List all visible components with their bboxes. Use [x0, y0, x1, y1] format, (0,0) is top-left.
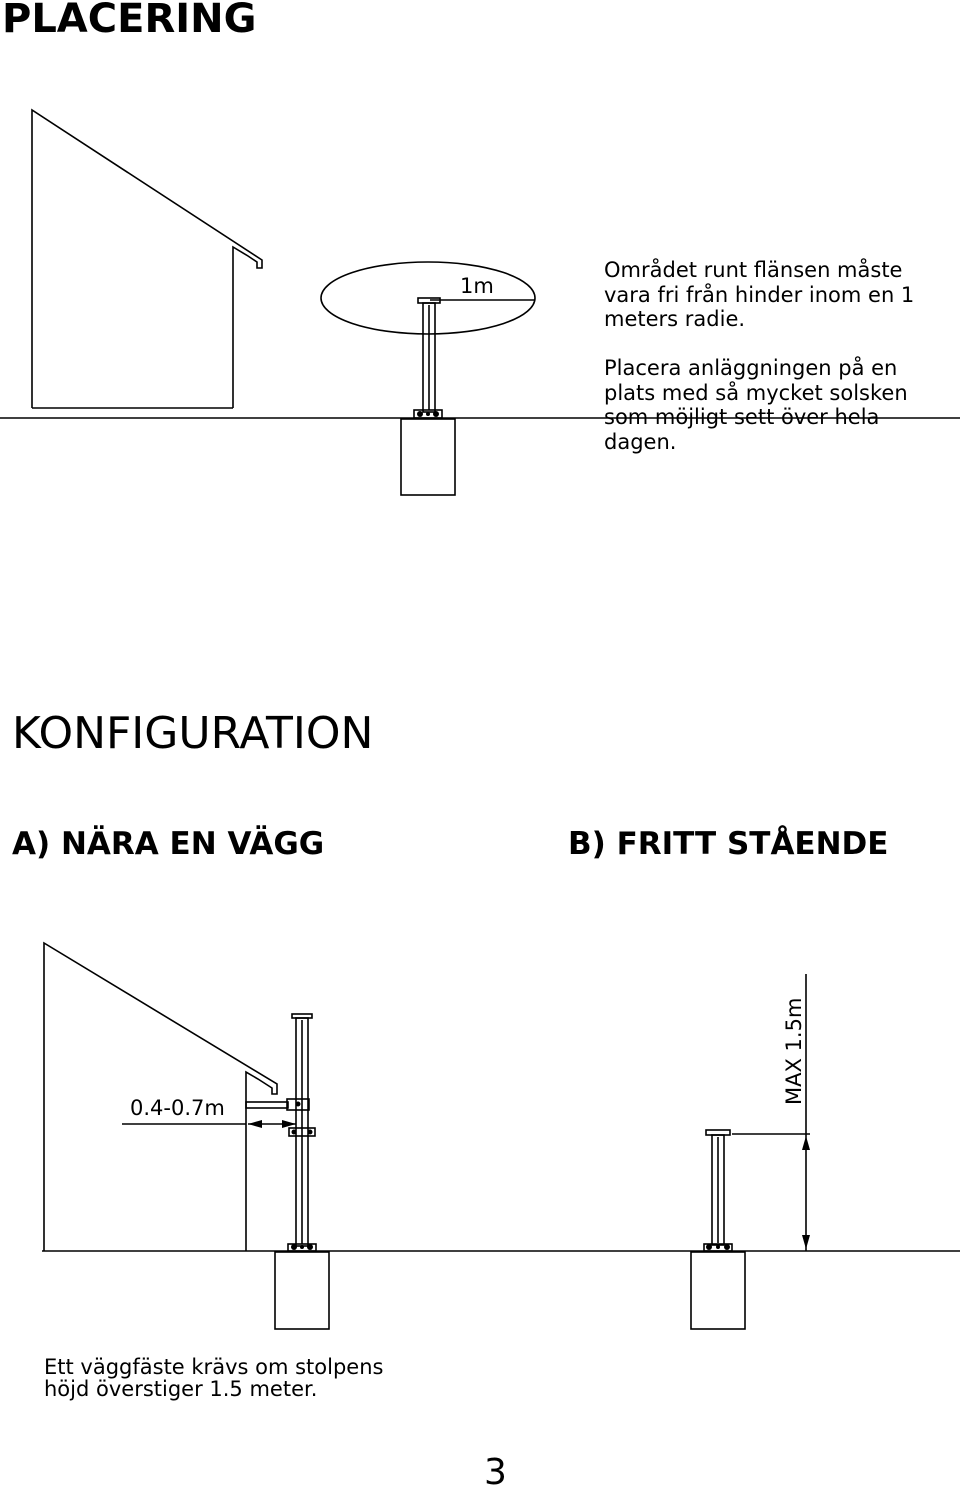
wall-distance-label: 0.4-0.7m — [130, 1096, 225, 1120]
option-b-heading: B) FRITT STÅENDE — [568, 826, 889, 862]
clearance-text: Området runt flänsen måste vara fri från hinder inom en 1 meters radie. — [604, 258, 915, 331]
sunlight-text: Placera anläggningen på en plats med så mycket solsken som möjligt sett över hela dagen. — [604, 356, 908, 454]
option-a-heading: A) NÄRA EN VÄGG — [12, 826, 325, 862]
foundation-b — [691, 1252, 745, 1329]
wall-bracket — [246, 1102, 288, 1108]
foundation-a — [275, 1252, 329, 1329]
bracket-note: Ett väggfäste krävs om stolpens höjd överstiger 1.5 meter. — [44, 1355, 384, 1401]
section-title-configuration: KONFIGURATION — [12, 708, 374, 759]
page-title: PLACERING — [2, 0, 257, 42]
radius-label: 1m — [460, 274, 494, 298]
page-number: 3 — [484, 1452, 507, 1493]
max-height-label: MAX 1.5m — [782, 997, 806, 1105]
